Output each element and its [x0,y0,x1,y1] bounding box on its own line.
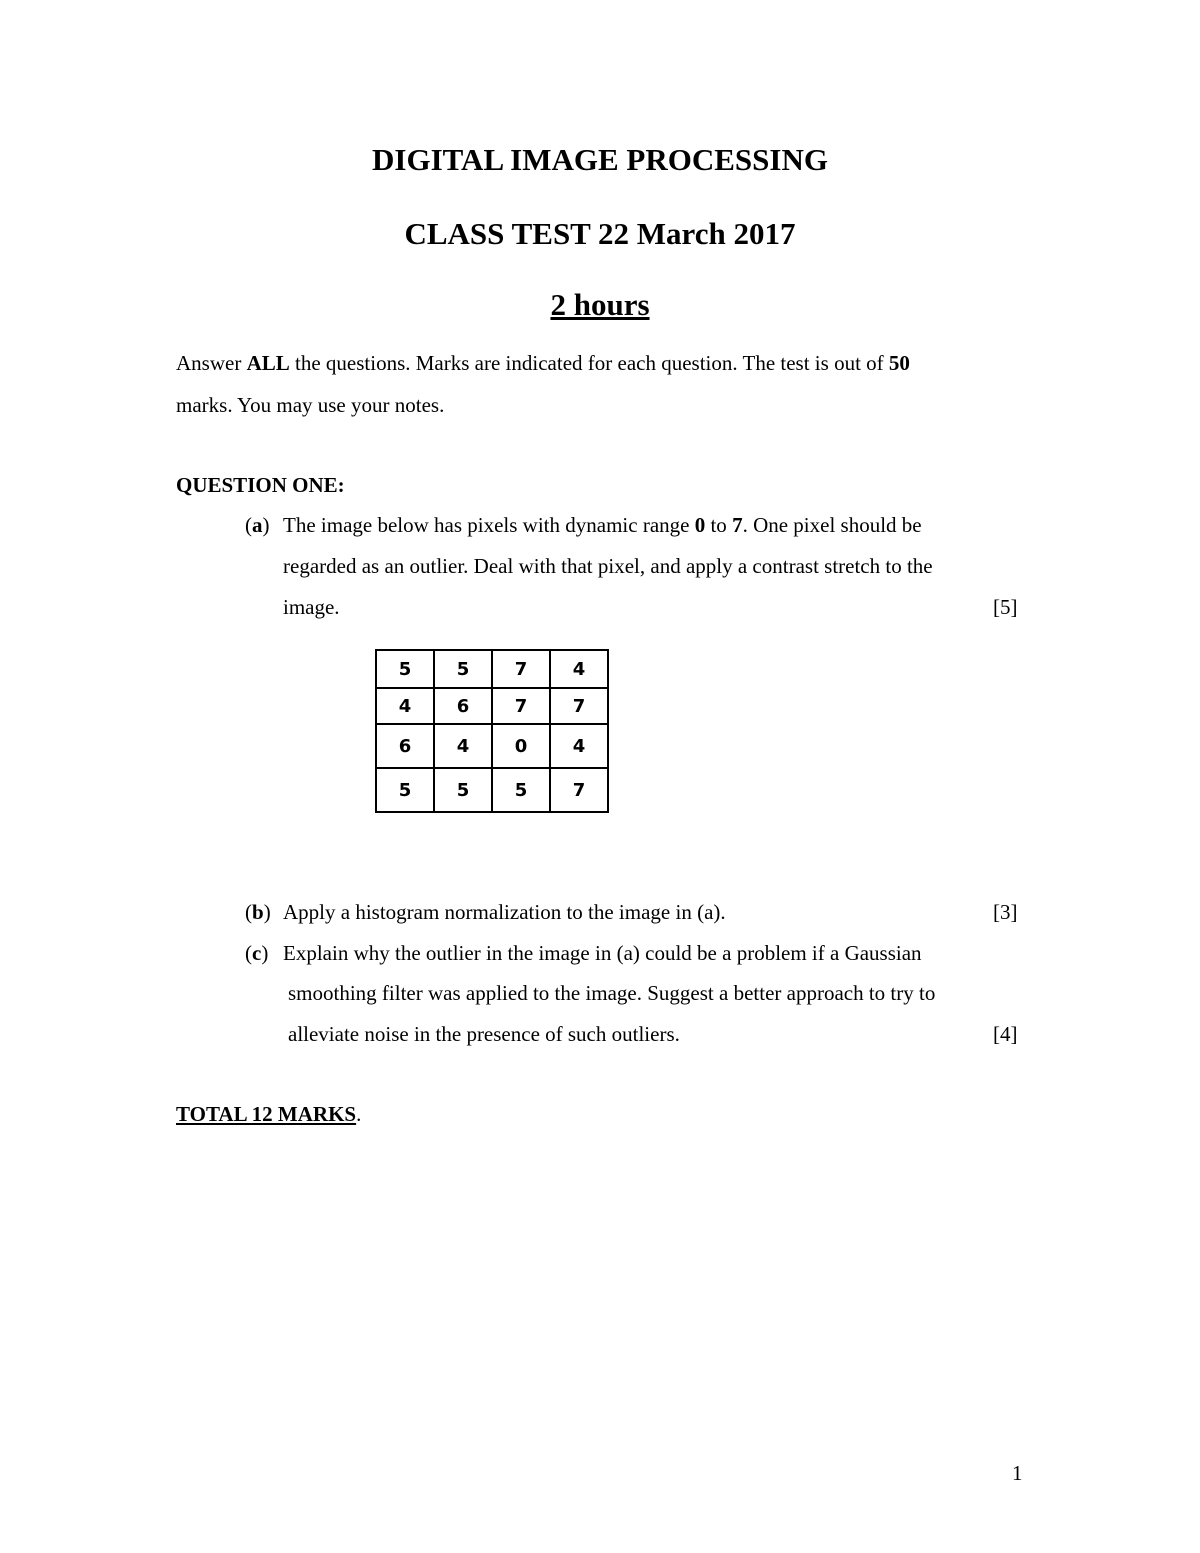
grid-row [376,650,608,688]
part-c-line-1: Explain why the outlier in the image in (a) could be a problem if a Gaussian [283,941,922,965]
page-number: 1 [1012,1461,1023,1485]
part-b-line-1: Apply a histogram normalization to the image in (a). [283,900,726,924]
part-a-line-2: regarded as an outlier. Deal with that pixel, and apply a contrast stretch to the [283,554,933,578]
grid-cell: 5 [376,650,434,688]
grid-row [376,768,608,812]
instructions-line-1: Answer ALL the questions. Marks are indicated for each question. The test is out of 50 [176,351,910,375]
grid-cell: 4 [376,688,434,724]
grid-cell: 4 [550,724,608,768]
grid-cell: 6 [376,724,434,768]
document-subtitle: CLASS TEST 22 March 2017 [404,216,796,251]
grid-cell: 0 [492,724,550,768]
grid-cell: 5 [492,768,550,812]
grid-cell: 5 [376,768,434,812]
part-a-label: (a) [245,513,270,537]
grid-row [376,724,608,768]
grid-cell: 7 [492,650,550,688]
grid-cell: 7 [492,688,550,724]
grid-cell: 7 [550,688,608,724]
grid-cell: 5 [434,768,492,812]
grid-cell: 7 [550,768,608,812]
part-b-label: (b) [245,900,271,924]
grid-cell: 5 [434,650,492,688]
document-title: DIGITAL IMAGE PROCESSING [372,142,828,177]
question-one-heading: QUESTION ONE: [176,473,345,497]
grid-cell: 6 [434,688,492,724]
part-c-line-3: alleviate noise in the presence of such outliers. [288,1022,680,1046]
part-c-line-2: smoothing filter was applied to the image. Suggest a better approach to try to [288,981,936,1005]
instructions-line-2: marks. You may use your notes. [176,393,445,417]
part-c-label: (c) [245,941,269,965]
test-duration: 2 hours [550,287,650,322]
grid-cell: 4 [550,650,608,688]
part-c-marks: [4] [993,1022,1018,1046]
pixel-value-grid [375,649,609,813]
part-a-marks: [5] [993,595,1018,619]
part-b-marks: [3] [993,900,1018,924]
grid-cell: 4 [434,724,492,768]
part-a-line-1: The image below has pixels with dynamic range 0 to 7. One pixel should be [283,513,922,537]
part-a-line-3: image. [283,595,340,619]
total-marks: TOTAL 12 MARKS. [176,1102,362,1126]
grid-row [376,688,608,724]
